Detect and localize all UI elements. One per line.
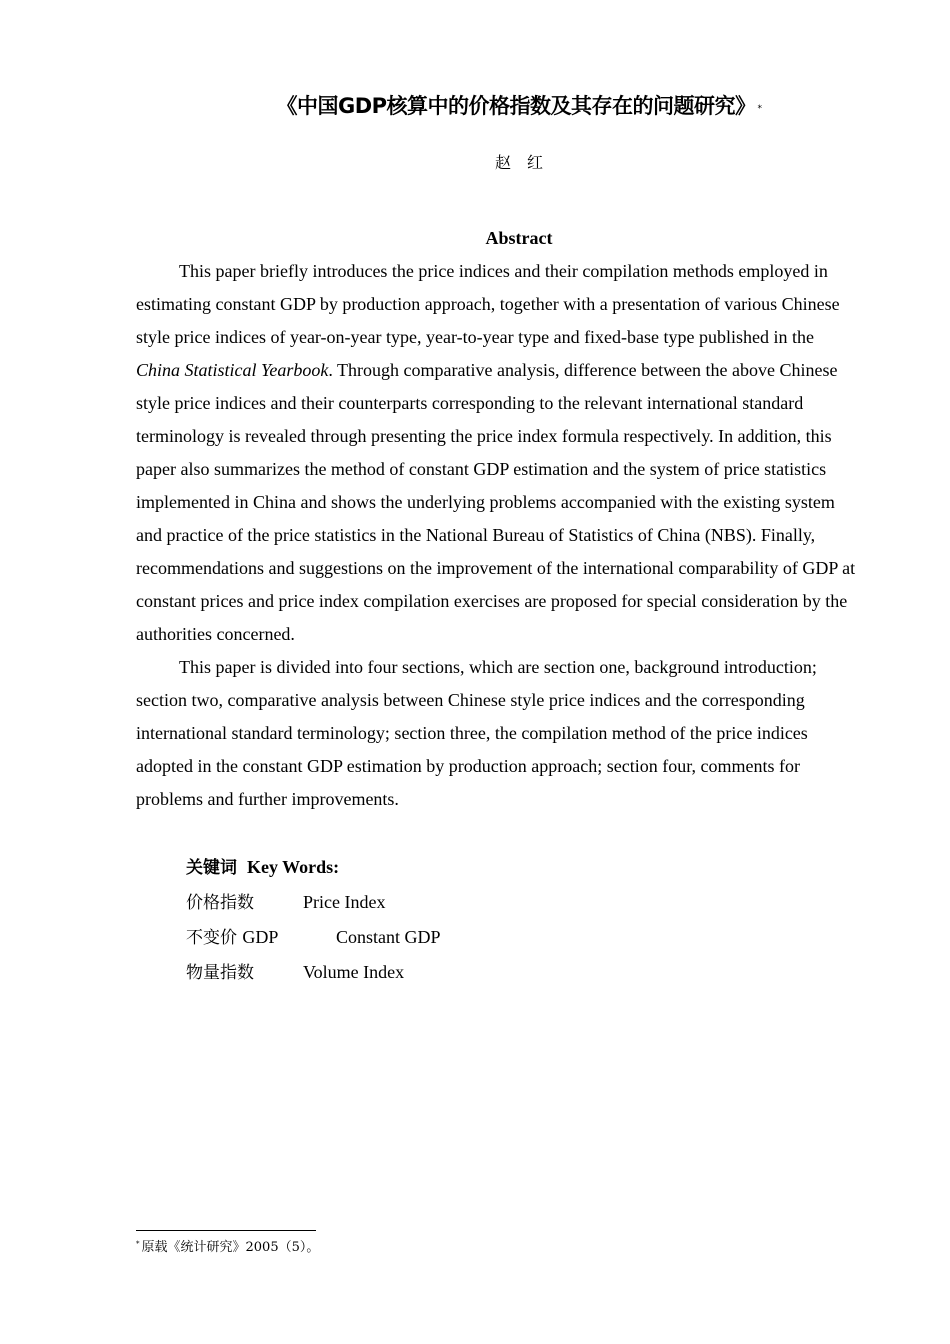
keyword-en: Constant GDP <box>336 927 441 947</box>
abstract-body <box>136 255 860 816</box>
keyword-row <box>186 922 441 957</box>
keywords-heading-zh: 关键词 <box>186 858 237 878</box>
yearbook-title: China Statistical Yearbook <box>136 360 329 380</box>
keywords-heading <box>186 852 441 887</box>
paper-title-text: 《中国GDP核算中的价格指数及其存在的问题研究》 <box>276 94 756 118</box>
footnote-mark: * <box>136 1240 140 1248</box>
footnote <box>136 1236 319 1255</box>
keyword-zh: 价格指数 <box>186 893 254 913</box>
keywords-section <box>186 852 441 992</box>
keyword-en: Price Index <box>303 892 386 912</box>
footnote-divider <box>136 1230 316 1231</box>
keyword-zh: 物量指数 <box>186 963 254 983</box>
keyword-en: Volume Index <box>303 962 405 982</box>
footnote-text: 原载《统计研究》2005（5）。 <box>141 1240 320 1255</box>
abstract-paragraph-2: This paper is divided into four sections, which are section one, background introduction; section two, comparative analysis between Chinese style price indices and the corresponding international standard terminology; section three, the compilation method of the price indices adopted in the constant GDP estimation by production approach; section four, comments for problems and further improvements. <box>136 657 817 809</box>
keyword-zh: 不变价 GDP <box>186 927 279 948</box>
keywords-heading-en: Key Words: <box>247 857 340 877</box>
abstract-paragraph-1: This paper briefly introduces the price indices and their compilation methods employed in estimating constant GDP by production approach, together with a presentation of various Chinese style price indices of year-on-year type, year-to-year type and fixed-base type published in the China Statistical Yearbook. Through comparative analysis, difference between the above Chinese style price indices and their counterparts corresponding to the relevant international standard terminology is revealed through presenting the price index formula respectively. In addition, this paper also summarizes the method of constant GDP estimation and the system of price statistics implemented in China and shows the underlying problems accompanied with the existing system and practice of the price statistics in the National Bureau of Statistics of China (NBS). Finally, recommendations and suggestions on the improvement of the international comparability of GDP at constant prices and price index compilation exercises are proposed for special consideration by the authorities concerned. <box>136 261 856 644</box>
paper-title <box>0 90 950 120</box>
keyword-row <box>186 887 441 922</box>
abstract-heading: Abstract <box>485 228 553 248</box>
keyword-row <box>186 957 441 992</box>
title-footnote-mark: * <box>757 104 762 114</box>
author-name: 赵 红 <box>494 153 543 172</box>
